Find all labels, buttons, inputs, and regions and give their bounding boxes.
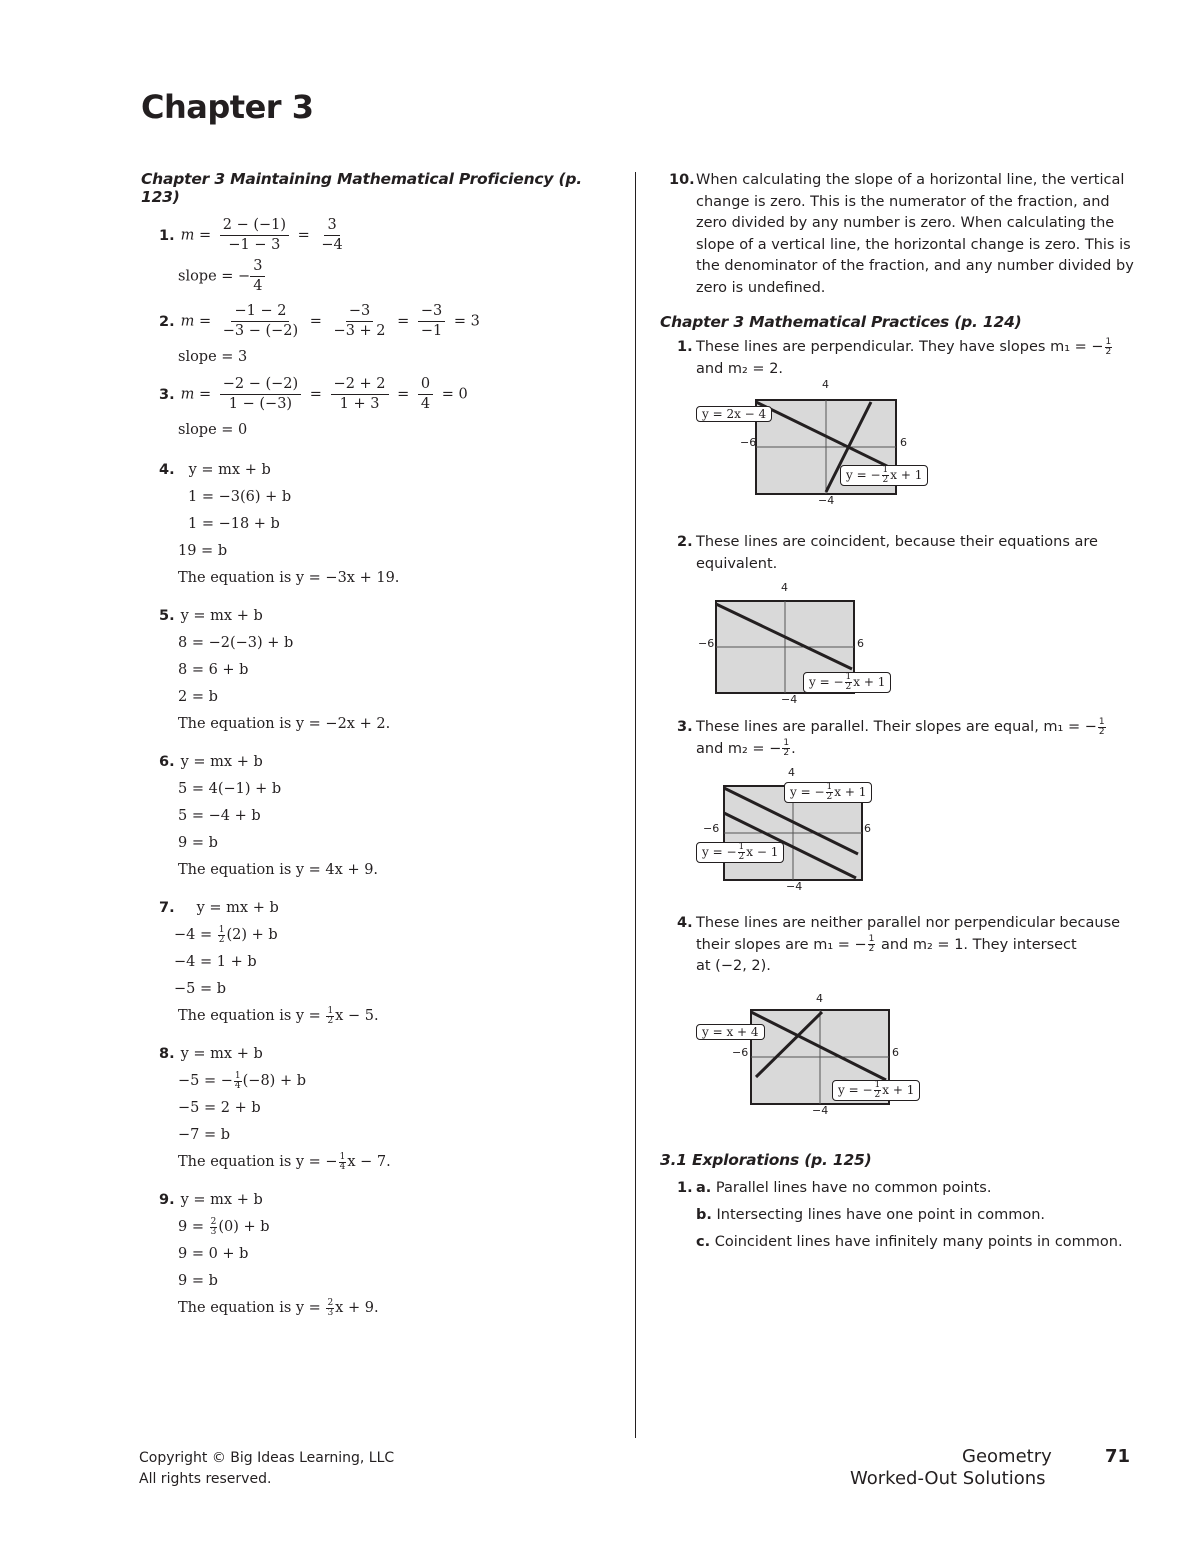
frac-top: 3: [250, 257, 265, 277]
problem-number: 2.: [159, 313, 175, 330]
fraction: [331, 302, 389, 341]
frac-bottom: 2: [1098, 726, 1105, 737]
problem-2-slope: slope = 3: [178, 349, 248, 365]
problem-number: 1.: [677, 339, 693, 355]
chapter-title: Chapter 3: [141, 88, 314, 126]
frac-top: −2 + 2: [331, 375, 389, 395]
variable-m: m: [180, 386, 195, 403]
problem-7-line-4: −5 = b: [174, 981, 227, 997]
problem-7-line-1: [141, 898, 621, 918]
problem-4-line-4: 19 = b: [178, 543, 228, 559]
fraction: [220, 302, 301, 341]
problem-4-conclusion: The equation is y = −3x + 19.: [178, 570, 400, 586]
axis-label-top: 4: [822, 378, 829, 391]
problem-1-slope: [141, 257, 621, 296]
equation-part: (0) + b: [218, 1219, 270, 1235]
problem-3-equation: 3. m = $\frac{-2 - (-2)}{1 - (-3)}$ = $\frac{-2 + 2}{1 + 3}$ = $\frac{0}{4}$ = 0: [159, 376, 468, 412]
equals: =: [198, 227, 212, 244]
small-fraction: [874, 1081, 882, 1100]
axis-label-bottom: −4: [786, 880, 803, 893]
part-text: Intersecting lines have one point in common.: [716, 1206, 1045, 1223]
problem-7: [141, 898, 621, 1026]
small-fraction: [326, 1299, 334, 1318]
problem-5-line-1: [141, 606, 621, 626]
text-part: These lines are perpendicular. They have slopes m₁ = −: [696, 339, 1104, 355]
frac-top: 2: [327, 1297, 334, 1308]
frac-bottom: 4: [420, 396, 431, 412]
book-subtitle: Worked-Out Solutions: [850, 1468, 1046, 1489]
problem-8-line-4: −7 = b: [178, 1127, 231, 1143]
practice-3: [660, 717, 1140, 760]
part-label: b.: [696, 1206, 712, 1223]
problem-4-line-3: 1 = −18 + b: [188, 516, 280, 532]
axis-label-top: 4: [788, 766, 795, 779]
graph-3-label-b: [696, 842, 784, 863]
problem-number: 9.: [159, 1192, 175, 1208]
practice-3-line-2: [696, 739, 1140, 761]
text-part: their slopes are m₁ = −: [696, 936, 867, 953]
frac-bottom: 2: [868, 944, 875, 954]
axis-label-bottom: −4: [781, 693, 798, 706]
problem-8-line-3: −5 = 2 + b: [178, 1100, 261, 1116]
problem-9-line-4: 9 = b: [178, 1273, 218, 1289]
frac-top: 1: [339, 1151, 346, 1162]
page-number: 71: [1104, 1446, 1130, 1467]
problem-number: 4.: [159, 462, 175, 478]
problem-5-line-2: 8 = −2(−3) + b: [178, 635, 294, 651]
frac-top: −3: [346, 302, 373, 322]
problem-6-conclusion: The equation is y = 4x + 9.: [178, 862, 379, 878]
axis-label-right: 6: [864, 822, 871, 835]
text-part: These lines are parallel. Their slopes are equal, m₁ = −: [696, 719, 1097, 735]
equation-part: −5 = −: [178, 1073, 233, 1089]
frac-bottom: 1 − (−3): [228, 396, 293, 412]
result: = 0: [441, 386, 468, 403]
problem-6-line-1: [141, 752, 621, 772]
frac-bottom: 2: [874, 1089, 881, 1100]
frac-top: 1: [234, 1070, 241, 1081]
problem-4-line-1: [141, 460, 621, 480]
problem-5-line-4: 2 = b: [178, 689, 218, 705]
section-title-explorations: 3.1 Explorations (p. 125): [660, 1150, 872, 1169]
frac-top: 0: [418, 375, 433, 395]
fraction: [418, 375, 433, 414]
frac-bottom: 3: [210, 1226, 217, 1237]
exploration-1b: [696, 1202, 1140, 1229]
frac-bottom: 3: [327, 1307, 334, 1318]
axis-label-left: −6: [732, 1045, 749, 1059]
frac-top: 1: [874, 1079, 881, 1090]
book-title: Geometry: [962, 1446, 1052, 1467]
problems-4-to-6: [141, 460, 621, 880]
conclusion-part: The equation is y = −: [178, 1154, 338, 1170]
left-column: [141, 170, 621, 1318]
graph-4-label-b: [832, 1080, 920, 1101]
problem-6-line-2: 5 = 4(−1) + b: [178, 781, 282, 797]
problem-5: [141, 606, 621, 734]
practice-2: [660, 532, 1140, 575]
practice-1-line-2: and m₂ = 2.: [696, 360, 784, 377]
copyright-text: Copyright © Big Ideas Learning, LLC: [139, 1450, 395, 1466]
problem-1-equation: [141, 216, 621, 255]
label-part: y = −: [846, 468, 881, 482]
practice-4-line-1: These lines are neither parallel nor perpendicular because: [696, 915, 1121, 931]
practice-1: [660, 337, 1140, 380]
fraction: [250, 257, 265, 296]
frac-top: −3: [418, 302, 445, 322]
problem-number: 8.: [159, 1046, 175, 1062]
problem-5-line-3: 8 = 6 + b: [178, 662, 249, 678]
small-fraction: [210, 1218, 218, 1237]
conclusion-part: The equation is y =: [178, 1300, 321, 1316]
label-part: x + 1: [890, 468, 923, 482]
frac-bottom: −4: [321, 237, 343, 253]
equation-part: (2) + b: [226, 927, 278, 943]
part-text: Parallel lines have no common points.: [715, 1179, 992, 1196]
frac-bottom: 1 + 3: [339, 396, 380, 412]
graph-1-label-a: y = 2x − 4: [696, 406, 772, 422]
small-fraction: [1098, 718, 1106, 737]
problem-6: [141, 752, 621, 880]
equation-part: (−8) + b: [242, 1073, 306, 1089]
problem-number: 10.: [669, 172, 695, 188]
problem-6-line-4: 9 = b: [178, 835, 218, 851]
frac-bottom: 2: [826, 792, 833, 802]
part-label: a.: [696, 1179, 712, 1196]
frac-top: 1: [783, 738, 790, 748]
axis-label-right: 6: [857, 637, 864, 650]
problem-number: 5.: [159, 608, 175, 624]
graph-1: [660, 378, 1140, 508]
small-fraction: [738, 843, 746, 862]
graph-4-label-a: y = x + 4: [696, 1024, 765, 1040]
frac-top: 1: [868, 934, 875, 944]
practice-4-line-3: at (−2, 2).: [696, 958, 771, 974]
equation-line: y = mx + b: [196, 900, 279, 916]
problem-number: 2.: [677, 534, 693, 550]
equation-line: y = mx + b: [180, 1046, 263, 1062]
slope-label: slope = −: [178, 268, 251, 285]
frac-bottom: −1 − 3: [228, 237, 281, 253]
problem-7-line-2: [141, 925, 621, 945]
fraction: [220, 375, 301, 414]
small-fraction: [782, 739, 790, 758]
practice-4-line-2: [696, 935, 1140, 957]
practice-4: [660, 913, 1140, 978]
practice-2-text: These lines are coincident, because their equations are equivalent.: [696, 534, 1098, 572]
text-part: and m₂ = 1. They intersect: [881, 936, 1077, 953]
footer-book-line: [850, 1446, 1130, 1468]
problem-2-equation: 2. m = $\frac{-1 - 2}{-3 - (-2)}$ = $\frac{-3}{-3 + 2}$ = $\frac{-3}{-1}$ = 3: [159, 303, 480, 339]
problem-10-text: When calculating the slope of a horizontal line, the vertical change is zero. This is the numerator of the fraction, and zero divided by any number is zero. When calculating the slope of a vertical line, the horizontal change is zero. This is the denominator of the fraction, and any number divided by zero is undefined.: [696, 172, 1134, 296]
conclusion-part: x − 7.: [347, 1154, 391, 1170]
exploration-1: [660, 1175, 1140, 1256]
equation-line: y = mx + b: [180, 608, 263, 624]
exploration-1a: [696, 1175, 1140, 1202]
practice-1-line-1: [696, 337, 1140, 359]
graph-4: [660, 991, 1140, 1127]
label-part: y = −: [809, 675, 844, 689]
frac-bottom: −3 + 2: [333, 323, 386, 339]
problem-number: 1.: [677, 1179, 693, 1196]
problem-7-line-3: −4 = 1 + b: [174, 954, 257, 970]
problem-9: [141, 1190, 621, 1318]
axis-label-left: −6: [698, 637, 715, 650]
right-column: [660, 170, 1140, 1256]
label-part: y = −: [838, 1082, 873, 1097]
rights-text: All rights reserved.: [139, 1471, 272, 1487]
conclusion-part: x + 9.: [335, 1300, 379, 1316]
fraction: [331, 375, 389, 414]
axis-label-bottom: −4: [818, 494, 835, 507]
conclusion-part: The equation is y =: [178, 1008, 321, 1024]
exploration-1c: [696, 1229, 1140, 1256]
part-text: Coincident lines have infinitely many points in common.: [714, 1233, 1123, 1250]
graph-2-label: [803, 672, 891, 693]
small-fraction: [339, 1153, 347, 1172]
frac-top: 2: [210, 1216, 217, 1227]
small-fraction: [234, 1072, 242, 1091]
small-fraction: [826, 783, 834, 802]
frac-top: 1: [738, 842, 745, 852]
axis-label-left: −6: [703, 822, 720, 835]
problem-number: 3.: [159, 386, 175, 403]
frac-top: 3: [324, 216, 339, 236]
frac-top: −1 − 2: [231, 302, 289, 322]
axis-label-left: −6: [740, 436, 757, 449]
footer-book: [850, 1446, 1130, 1490]
graph-2: [660, 581, 1140, 709]
problem-number: 7.: [159, 900, 175, 916]
axis-label-right: 6: [892, 1045, 899, 1059]
problem-10: [660, 170, 1140, 299]
section-title-proficiency: Chapter 3 Maintaining Mathematical Proficiency (p. 123): [141, 170, 582, 206]
label-part: y = −: [790, 785, 825, 799]
section-title-practices: Chapter 3 Mathematical Practices (p. 124): [660, 313, 1022, 331]
frac-bottom: 4: [253, 278, 263, 294]
fraction: [318, 216, 345, 255]
frac-bottom: 4: [339, 1161, 346, 1172]
frac-top: 2 − (−1): [220, 216, 289, 236]
equation-line: y = mx + b: [188, 462, 271, 478]
problem-number: 6.: [159, 754, 175, 770]
frac-bottom: 2: [882, 475, 889, 485]
problem-number: 4.: [677, 915, 693, 931]
frac-bottom: 4: [234, 1080, 241, 1091]
small-fraction: [1105, 338, 1113, 357]
problem-9-conclusion: [141, 1298, 621, 1318]
problem-8-conclusion: [141, 1152, 621, 1172]
frac-bottom: 2: [218, 934, 225, 945]
small-fraction: [326, 1007, 334, 1026]
frac-top: 1: [1105, 336, 1112, 347]
frac-top: 1: [218, 924, 225, 935]
equation-part: −4 =: [174, 927, 213, 943]
label-part: x − 1: [746, 845, 779, 859]
frac-bottom: 2: [327, 1015, 334, 1026]
axis-label-right: 6: [900, 436, 907, 449]
problem-4-line-2: 1 = −3(6) + b: [188, 489, 292, 505]
small-fraction: [868, 935, 876, 954]
frac-bottom: 2: [1105, 346, 1112, 357]
text-part: .: [791, 740, 796, 757]
label-part: x + 1: [882, 1082, 915, 1097]
problem-5-conclusion: The equation is y = −2x + 2.: [178, 716, 391, 732]
fraction: [418, 302, 445, 341]
frac-bottom: 2: [783, 748, 790, 758]
problem-8-line-2: [141, 1071, 621, 1091]
variable-m: m: [180, 227, 195, 244]
label-part: x + 1: [853, 675, 886, 689]
problem-8-line-1: [141, 1044, 621, 1064]
fraction: [220, 216, 289, 255]
frac-top: −2 − (−2): [220, 375, 301, 395]
result: = 3: [453, 313, 480, 330]
graph-1-label-b: [840, 465, 928, 486]
text-part: and m₂ = −: [696, 740, 782, 757]
problem-9-line-3: 9 = 0 + b: [178, 1246, 249, 1262]
equation-line: y = mx + b: [180, 754, 263, 770]
problem-8: [141, 1044, 621, 1172]
axis-label-bottom: −4: [812, 1103, 829, 1117]
equation-line: y = mx + b: [180, 1192, 263, 1208]
small-fraction: [882, 466, 890, 485]
variable-m: m: [180, 313, 195, 330]
problem-9-line-1: [141, 1190, 621, 1210]
equals: =: [297, 227, 310, 244]
graph-3: [660, 766, 1140, 903]
problem-9-line-2: [141, 1217, 621, 1237]
frac-top: 1: [845, 672, 852, 682]
frac-bottom: −1: [420, 323, 443, 339]
frac-top: 1: [882, 465, 889, 475]
part-label: c.: [696, 1233, 711, 1250]
problem-number: 3.: [677, 719, 693, 735]
conclusion-part: x − 5.: [335, 1008, 379, 1024]
problem-6-line-3: 5 = −4 + b: [178, 808, 261, 824]
axis-label-top: 4: [816, 991, 823, 1005]
equation-part: 9 =: [178, 1219, 204, 1235]
column-divider: [635, 172, 636, 1438]
practice-3-line-1: [696, 717, 1140, 739]
problem-4: [141, 460, 621, 588]
frac-bottom: 2: [845, 682, 852, 692]
frac-bottom: −3 − (−2): [222, 323, 299, 339]
frac-top: 1: [327, 1005, 334, 1016]
frac-top: 1: [1098, 716, 1105, 727]
footer-copyright: [139, 1448, 394, 1490]
frac-bottom: 2: [738, 852, 745, 862]
axis-label-top: 4: [781, 581, 788, 594]
problem-7-conclusion: [141, 1006, 621, 1026]
label-part: x + 1: [834, 785, 867, 799]
small-fraction: [218, 926, 226, 945]
label-part: y = −: [702, 845, 737, 859]
frac-top: 1: [826, 782, 833, 792]
problem-3-slope: slope = 0: [178, 422, 248, 438]
problem-number: 1.: [159, 227, 175, 244]
graph-3-label-a: [784, 782, 872, 803]
small-fraction: [845, 673, 853, 692]
